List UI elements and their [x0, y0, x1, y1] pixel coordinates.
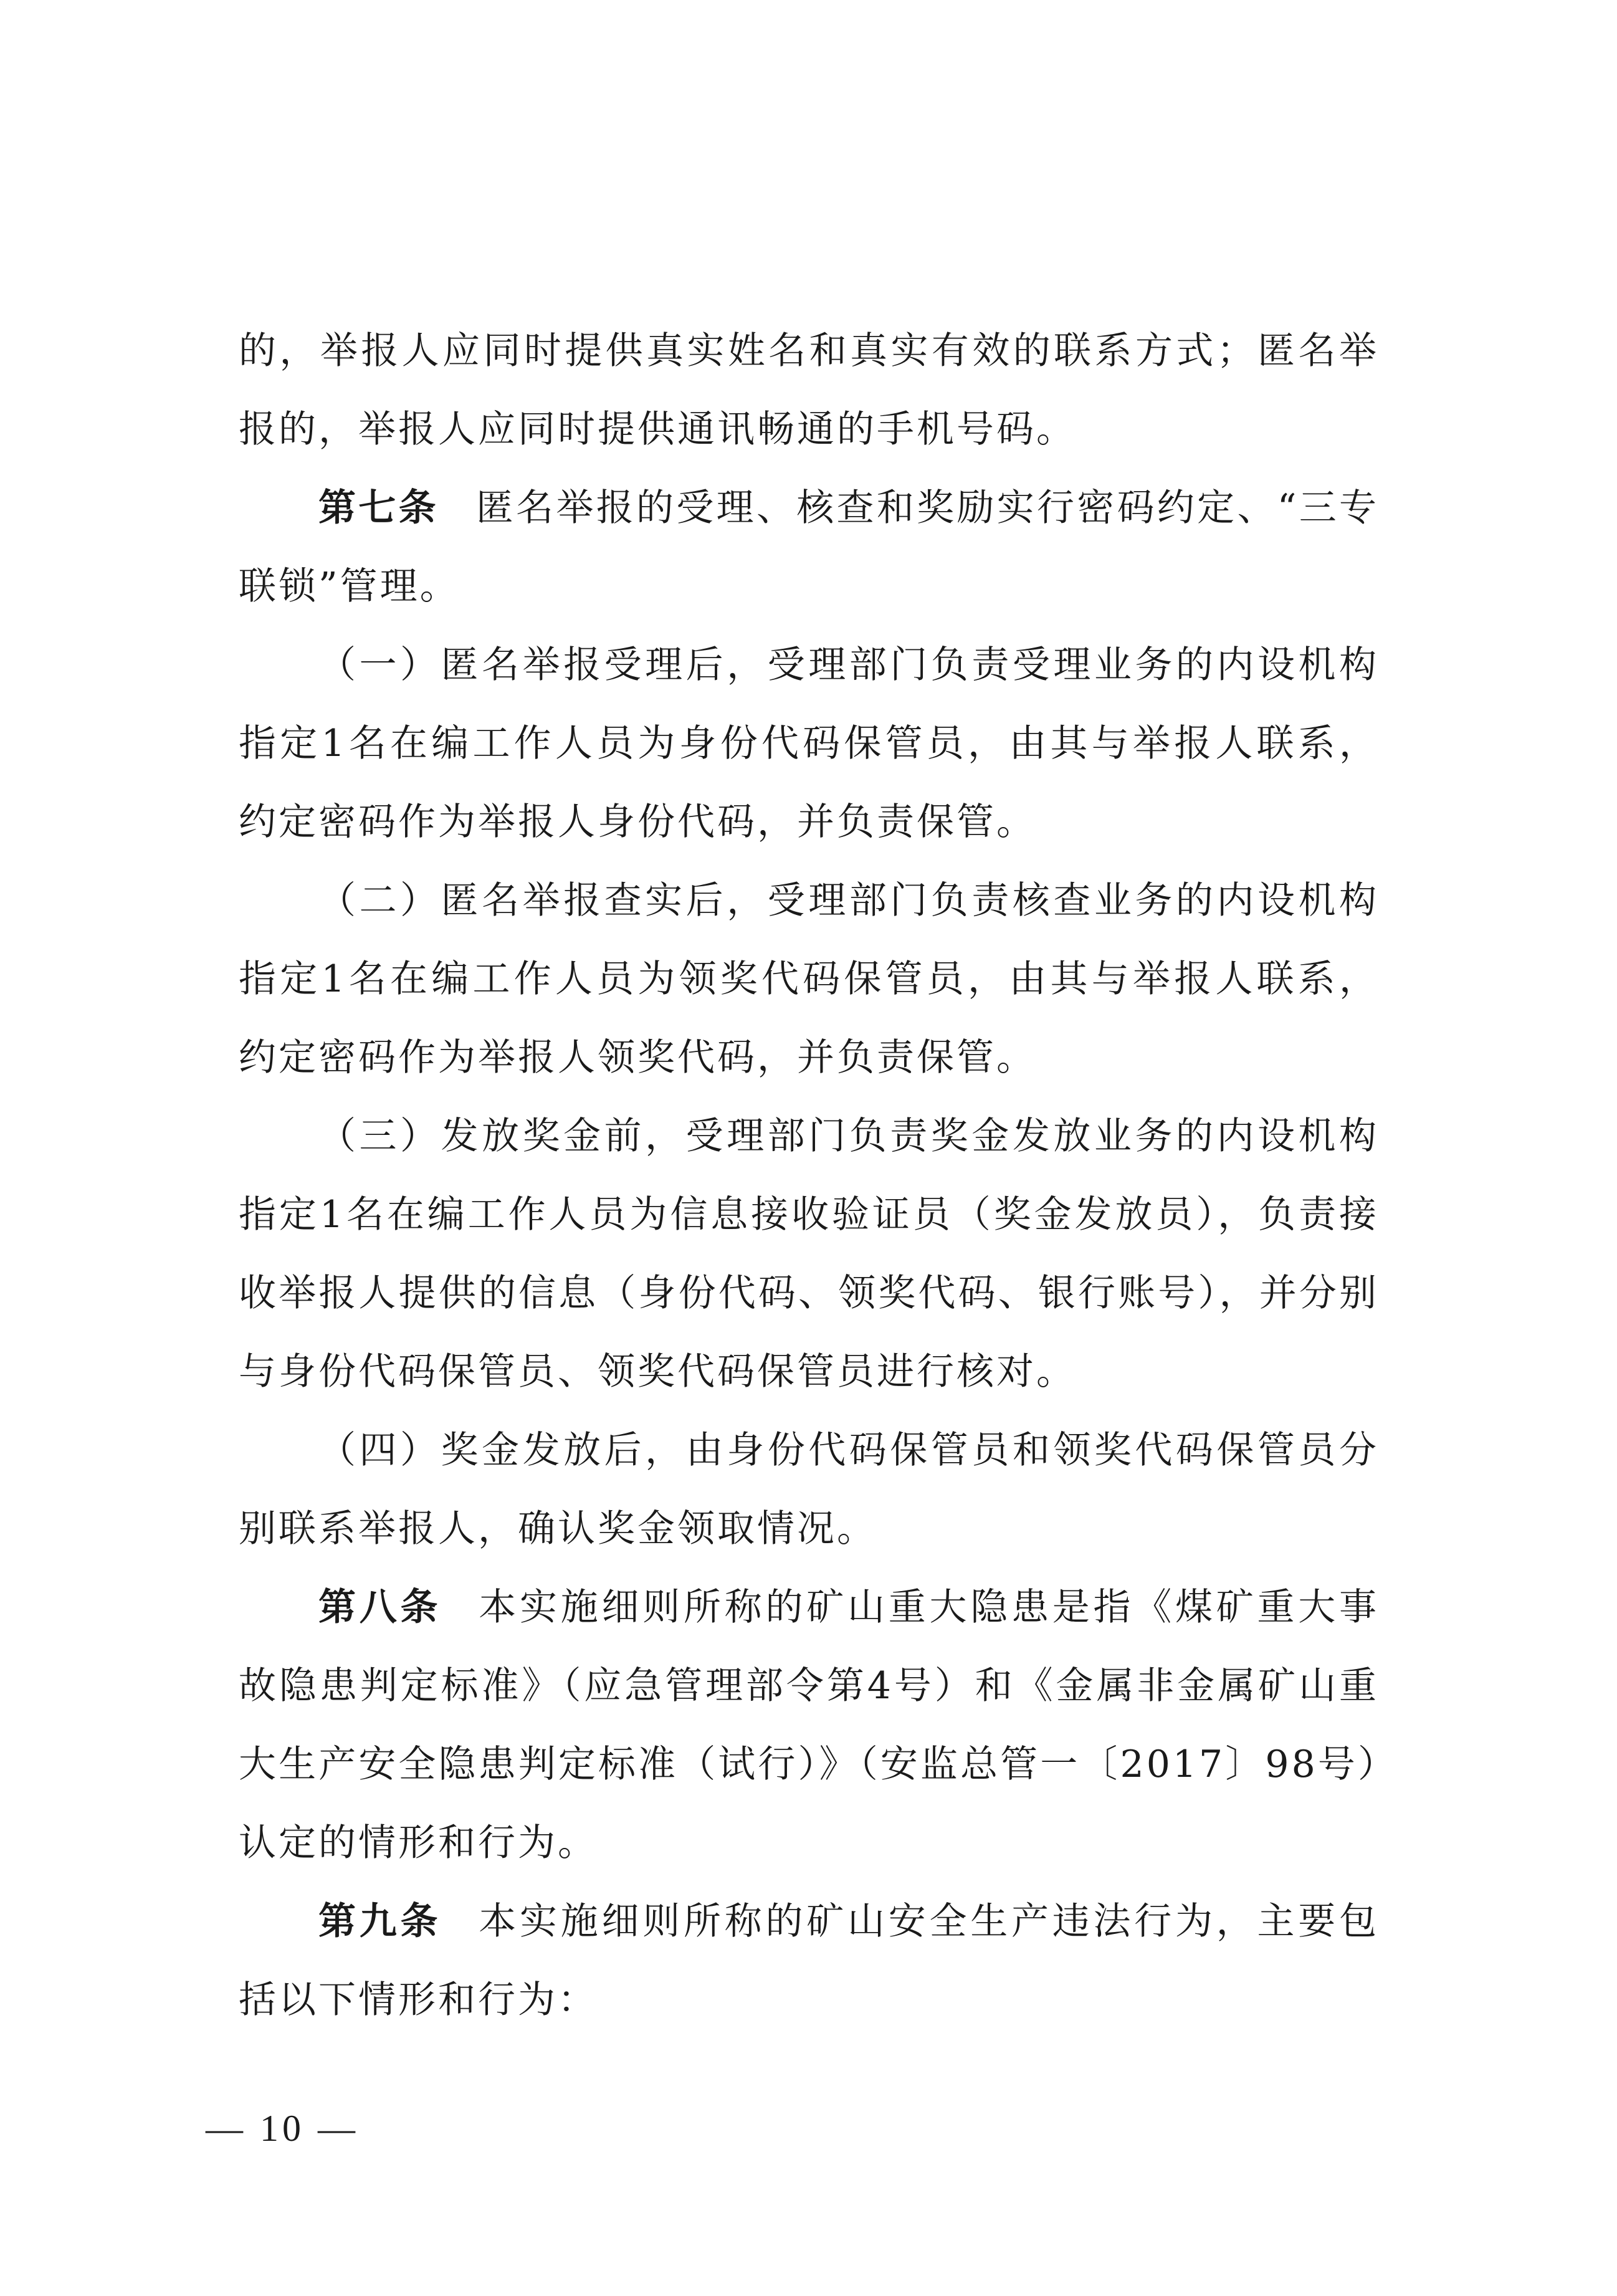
article-heading: 第七条 — [318, 486, 439, 530]
article-heading: 第九条 — [318, 1900, 442, 1943]
document-body — [239, 312, 1379, 2039]
paragraph-text: （四）奖金发放后，由身份代码保管员和领奖代码保管员分别联系举报人，确认奖金领取情况。 — [239, 1428, 1379, 1551]
paragraph-text: 本实施细则所称的矿山安全生产违法行为，主要包括以下情形和行为： — [239, 1900, 1379, 2022]
paragraph-text: 本实施细则所称的矿山重大隐患是指《煤矿重大事故隐患判定标准》（应急管理部令第4号）和《金属非金属矿山重大生产安全隐患判定标准（试行）》（安监总管一〔2017〕98号）认定的情形和行为。 — [239, 1586, 1379, 1865]
article-7-item-3 — [239, 1097, 1379, 1411]
article-7-item-4 — [239, 1411, 1379, 1568]
article-8 — [239, 1568, 1379, 1882]
paragraph-text: （一）匿名举报受理后，受理部门负责受理业务的内设机构指定1名在编工作人员为身份代码保管员，由其与举报人联系，约定密码作为举报人身份代码，并负责保管。 — [239, 643, 1379, 844]
article-heading: 第八条 — [318, 1586, 442, 1629]
paragraph-text: 的，举报人应同时提供真实姓名和真实有效的联系方式；匿名举报的，举报人应同时提供通讯畅通的手机号码。 — [239, 329, 1379, 451]
paragraph-text: （三）发放奖金前，受理部门负责奖金发放业务的内设机构指定1名在编工作人员为信息接收验证员（奖金发放员），负责接收举报人提供的信息（身份代码、领奖代码、银行账号），并分别与身份代码保管员、领奖代码保管员进行核对。 — [239, 1114, 1379, 1394]
page-number: — 10 — — [206, 2108, 359, 2149]
paragraph-continuation — [239, 312, 1379, 469]
article-7-item-1 — [239, 626, 1379, 861]
article-7 — [239, 469, 1379, 626]
article-9 — [239, 1882, 1379, 2039]
paragraph-text: 匿名举报的受理、核查和奖励实行密码约定、“三专联锁”管理。 — [239, 486, 1379, 608]
article-7-item-2 — [239, 861, 1379, 1097]
paragraph-text: （二）匿名举报查实后，受理部门负责核查业务的内设机构指定1名在编工作人员为领奖代码保管员，由其与举报人联系，约定密码作为举报人领奖代码，并负责保管。 — [239, 879, 1379, 1079]
